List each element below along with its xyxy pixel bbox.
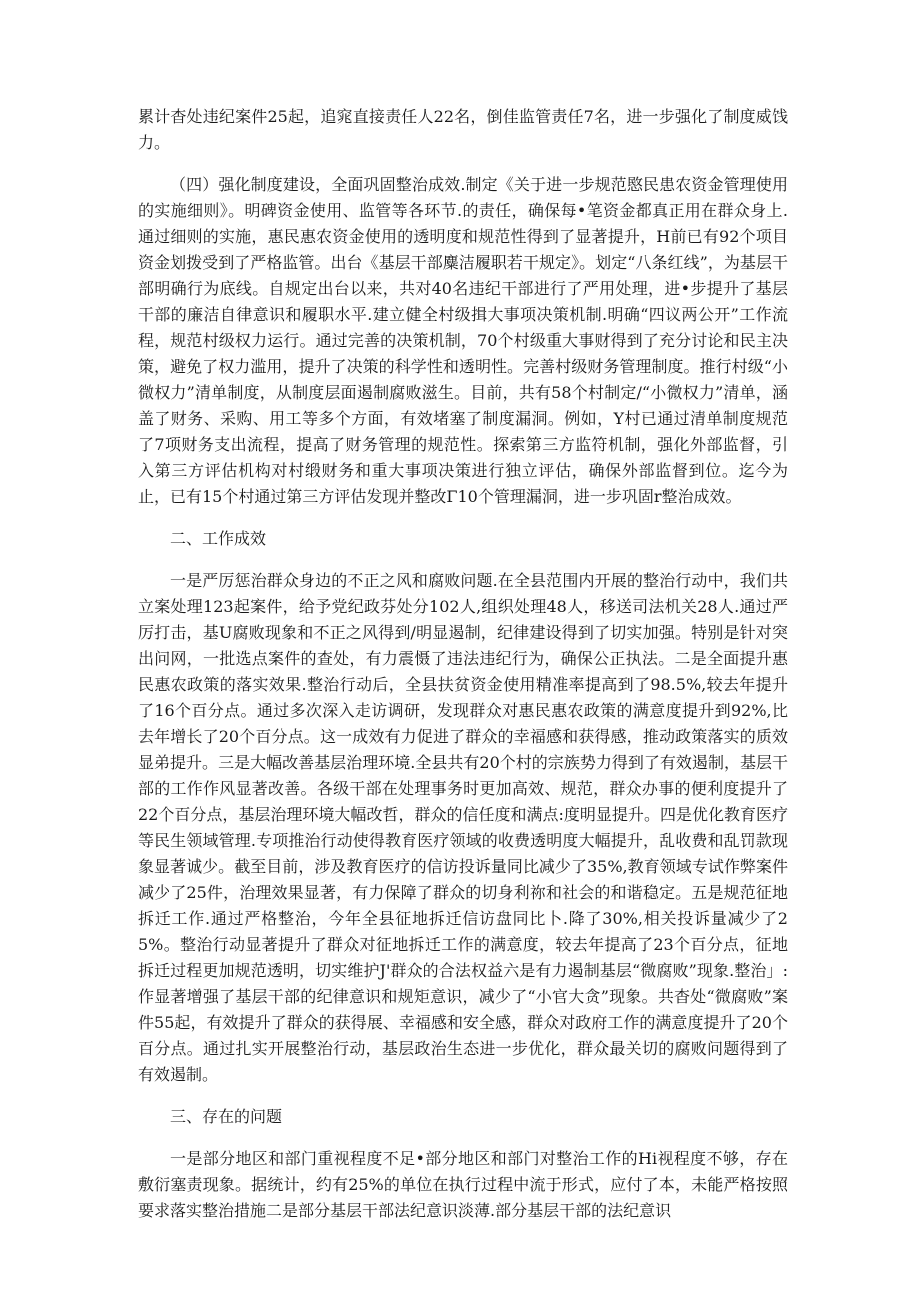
section-heading-results: 二、工作成效 — [170, 529, 267, 548]
paragraph-section-4: （四）强化制度建设，全面巩固整治成效.制定《关于进一步规范愍民患农资金管理使用的实施细则》。明碑资金使用、监管等各环节.的责任，确保每•笔资金都真正用在群众身上.通过细则的实施，惠民惠农资金使用的透明度和规范性得到了显著提升，H前已有92个项目资金划拨受到了严格监管。出台《基层干部麋洁履职若干规定》。划定“八条红线”，为基层干部明确行为底线。自规定出台以来，共对40名违纪干部进行了严用处理，进•步提升了基层干部的廉洁自律意识和履职水平.建立健全村级揖大事项决策机制.明确“四议两公开”工作流程，规范村级权力运行。通过完善的决策机制，70个村级重大事财得到了充分讨论和民主决策，避免了权力滥用，提升了决策的科学性和透明性。完善村级财务管理制度。推行村级“小微权力”清单制度，从制度层面遏制腐败滋生。目前，共有58个村制定/“小微权力”清单，涵盖了财务、采购、用工等多个方面，有效堵塞了制度漏洞。例如，Y村已通过清单制度规范了7项财务支出流程，提高了财务管理的规范性。探索第三方监符机制，强化外部监督，引入第三方评估机构对村缎财务和重大事项决策进行独立评估，确保外部监督到位。迄今为止，已有15个村通过第三方评估发现并整改Γ10个管理漏洞，进一步巩固r整治成效。 — [138, 175, 788, 506]
paragraph-results: 一是严厉惩治群众身边的不正之风和腐败问题.在全县范围内开展的整治行动中，我们共立案处理123起案件，给予党纪政芬处分102人,组织处理48人，移送司法机关28人.通过严厉打击，基U腐败现象和不正之风得到/明显遏制，纪律建设得到了切实加强。特别是针对突出问网，一批选点案件的查处，有力震慑了违法违纪行为，确保公正执法。二是全面提升惠民惠农政策的落实效果.整治行动后，全县扶贫资金使用精准率提高到了98.5%,较去年提升了16个百分点。通过多次深入走访调研，发现群众对惠民惠农政策的满意度提升到92%,比去年增长了20个百分点。这一成效有力促进了群众的幸福感和获得感，推动政策落实的质效显弟提升。三是大幅改善基层治理环境.全县共有20个村的宗族势力得到了有效遏制，基层干部的工作作风显著改善。各级干部在处理事务时更加高效、规范，群众办事的便利度提升了22个百分点，基层治理环境大幅改哲，群众的信任度和满点:度明显提升。四是优化教育医疗等民生领域管理.专项推治行动使得教育医疗领域的收费透明度大幅提升，乱收费和乱罚款现象显著诚少。截至目前，涉及教育医疗的信访投诉量同比减少了35%,教育领域专试作弊案件减少了25件，治理效果显著，有力保障了群众的切身利祢和社会的和谐稳定。五是规范征地拆迁工作.通过严格整治，今年全县征地拆迁信访盘同比卜.降了30%,相关投诉量减少了25%。整治行动显著提升了群众对征地拆迁工作的满意度，较去年提高了23个百分点，征地拆迁过程更加规范透明，切实维护J'群众的合法权益六是有力遏制基层“微腐败”现象.整治」:作显著增强了基层干部的纪律意识和规矩意识，减少了“小官大贪”现象。共杳处“微腐败”案件55起，有效提升了群众的获得展、幸福感和安全感，群众对政府工作的满意度提升了20个百分点。通过扎实开展整治行动，基层政治生态进一步优化，群众最关切的腐败问题得到了有效遏制。 — [138, 571, 788, 1084]
section-heading-problems: 三、存在的问题 — [170, 1107, 283, 1126]
paragraph-carryover: 累计杳处违纪案件25起，追窕直接责任人22名，倒佳监管责任7名，进一步强化了制度威饯力。 — [138, 107, 788, 152]
document-page — [138, 104, 788, 1224]
paragraph-problems: 一是部分地区和部门重视程度不足•部分地区和部门对整治工作的Hi视程度不够，存在敷衍塞责现象。据统计，约有25%的单位在执行过程中流于形式，应付了本，未能严格按照要求落实整治措施二是部分基层干部法纪意识淡薄.部分基层干部的法纪意识 — [138, 1149, 788, 1220]
